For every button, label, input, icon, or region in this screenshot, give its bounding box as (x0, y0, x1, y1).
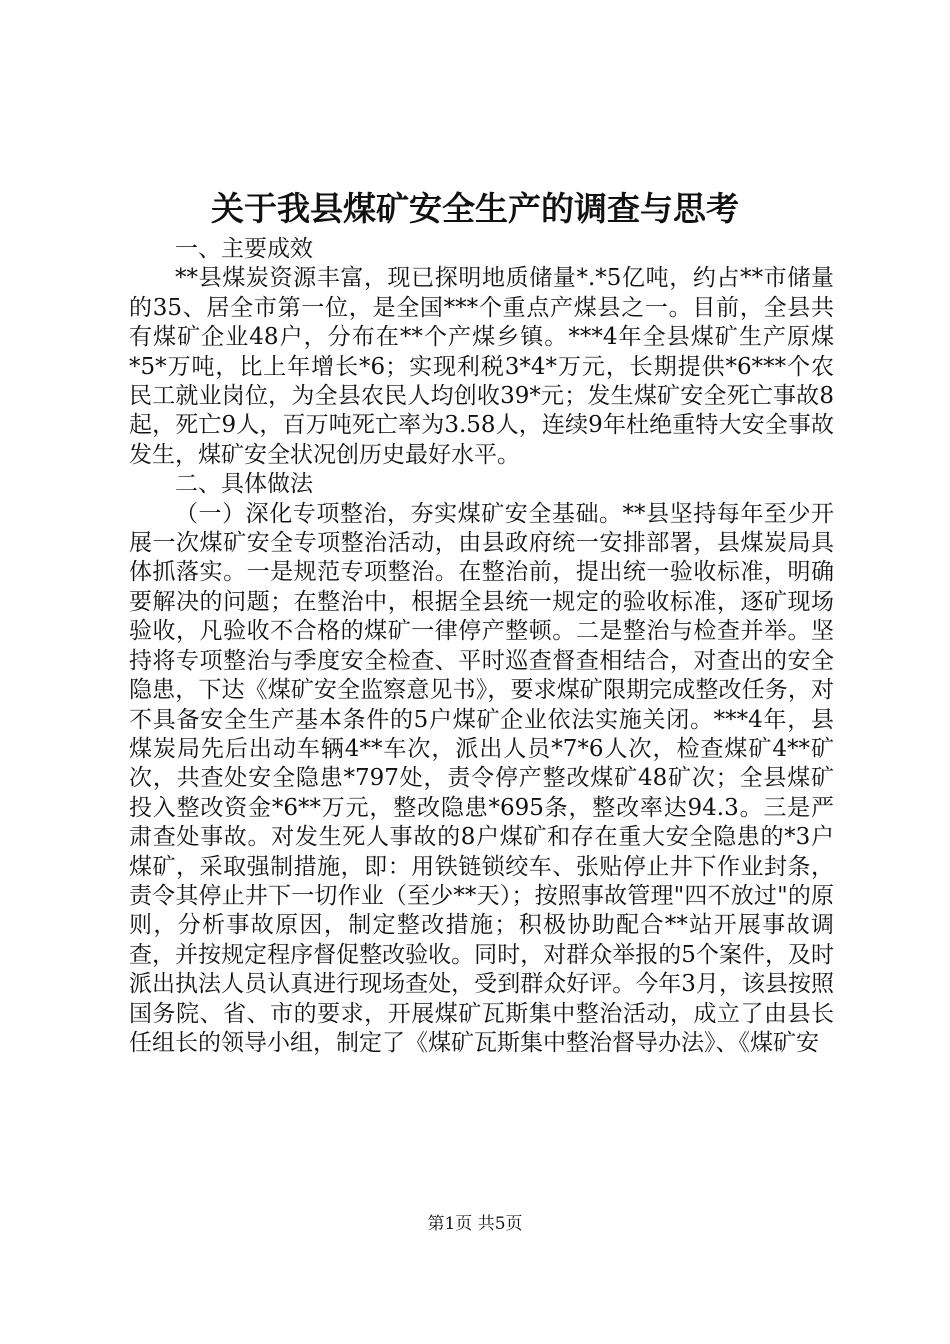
section-heading: 二、具体做法 (175, 471, 313, 498)
document-title: 关于我县煤矿安全生产的调查与思考 (211, 189, 739, 228)
page-footer: 第1页 共5页 (427, 1214, 523, 1234)
section-heading: 一、主要成效 (175, 236, 313, 262)
document-body (129, 235, 834, 1058)
paragraph: （一）深化专项整治，夯实煤矿安全基础。**县坚持每年至少开展一次煤矿安全专项整治活动，由县政府统一安排部署，县煤炭局具体抓落实。一是规范专项整治。在整治前，提出统一验收标准，明确要解决的问题；在整治中，根据全县统一规定的验收标准，逐矿现场验收，凡验收不合格的煤矿一律停产整顿。二是整治与检查并举。坚持将专项整治与季度安全检查、平时巡查督查相结合，对查出的安全隐患，下达《煤矿安全监察意见书》，要求煤矿限期完成整改任务，对不具备安全生产基本条件的5户煤矿企业依法实施关闭。***4年，县煤炭局先后出动车辆4**车次，派出人员*7*6人次，检查煤矿4**矿次，共查处安全隐患*797处，责令停产整改煤矿48矿次；全县煤矿投入整改资金*6**万元，整改隐患*695条，整改率达94.3。三是严肃查处事故。对发生死人事故的8户煤矿和存在重大安全隐患的*3户煤矿，采取强制措施，即：用铁链锁绞车、张贴停止井下作业封条，责令其停止井下一切作业（至少**天）；按照事故管理"四不放过"的原则，分析事故原因，制定整改措施；积极协助配合**站开展事故调查，并按规定程序督促整改验收。同时，对群众举报的5个案件，及时派出执法人员认真进行现场查处，受到群众好评。今年3月，该县按照国务院、省、市的要求，开展煤矿瓦斯集中整治活动，成立了由县长任组长的领导小组，制定了《煤矿瓦斯集中整治督导办法》、《煤矿安 (129, 500, 834, 1056)
paragraph: **县煤炭资源丰富，现已探明地质储量*.*5亿吨，约占**市储量的35、居全市第一位，是全国***个重点产煤县之一。目前，全县共有煤矿企业48户，分布在**个产煤乡镇。***4年全县煤矿生产原煤*5*万吨，比上年增长*6；实现利税3*4*万元，长期提供*6***个农民工就业岗位，为全县农民人均创收39*元；发生煤矿安全死亡事故8起，死亡9人，百万吨死亡率为3.58人，连续9年杜绝重特大安全事故发生，煤矿安全状况创历史最好水平。 (129, 265, 834, 468)
